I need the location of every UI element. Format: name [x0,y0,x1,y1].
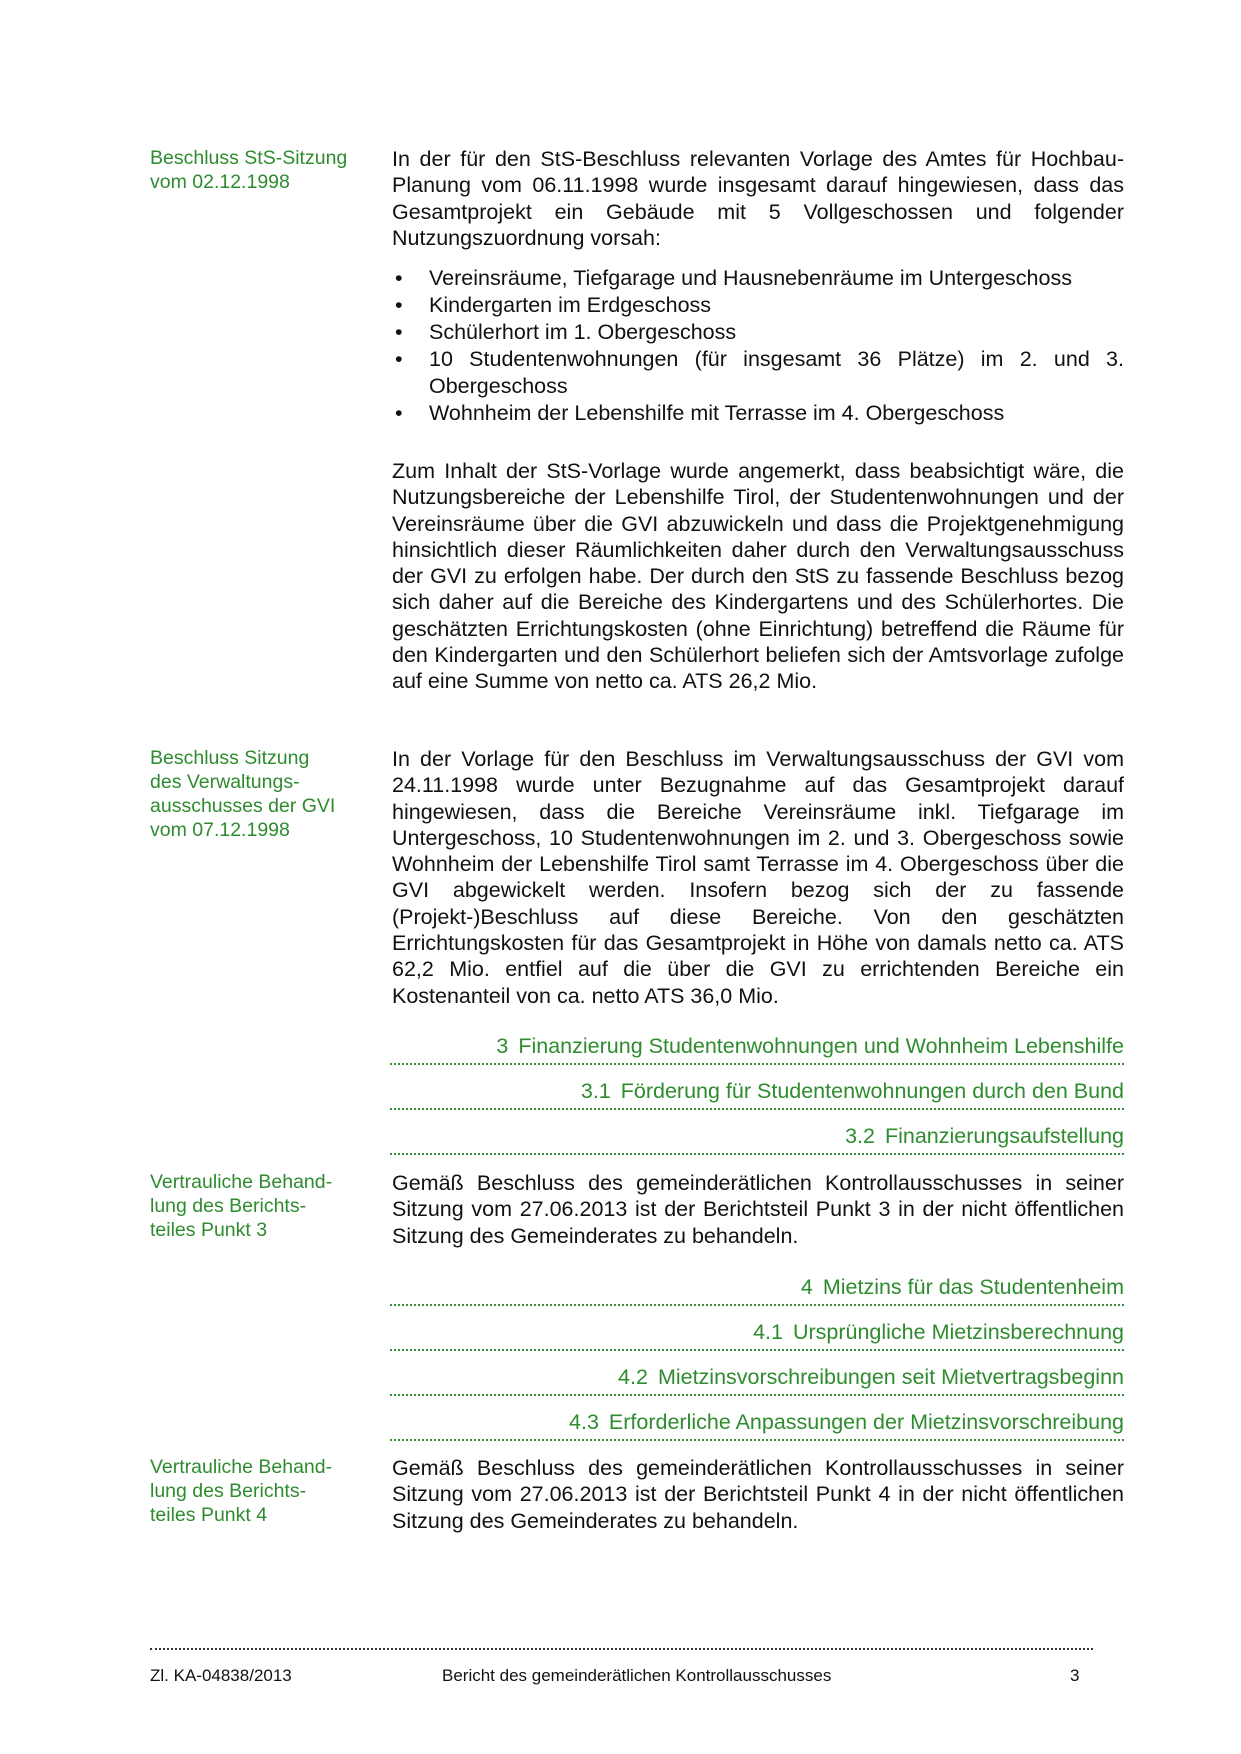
section-heading-4-1 [390,1317,1124,1351]
footer-divider [150,1648,1093,1650]
margin-note-line: lung des Berichts- [150,1480,307,1502]
footer-title: Bericht des gemeinderätlichen Kontrollausschusses [442,1666,832,1685]
paragraph-vertraulich-punkt-3 [392,1170,1124,1249]
list-item [392,319,1124,346]
paragraph-gvi-vorlage [392,746,1124,1009]
section-number: 3.1 [580,1079,611,1103]
paragraph-text: Gemäß Beschluss des gemeinderätlichen Kontrollausschusses in seiner Sitzung vom 27.06.2013 ist der Berichtsteil Punkt 4 in der nicht öffentlichen Sitzung des Gemeinderates zu behandeln. [392,1456,1124,1533]
margin-note-line: Vertrauliche Behand- [150,1171,333,1193]
paragraph-sts-vorlage [392,146,1124,251]
paragraph-text: Zum Inhalt der StS-Vorlage wurde angemerkt, dass beabsichtigt wäre, die Nutzungsbereiche der Lebenshilfe Tirol, der Studentenwohnungen und der Vereinsräume über die GVI abzuwickeln und dass die Projektgenehmigung hinsichtlich dieser Räumlichkeiten daher durch den Verwaltungsausschuss der GVI zu erfolgen habe. Der durch den StS zu fassende Beschluss bezog sich daher auf die Bereiche des Kindergartens und des Schülerhortes. Die geschätzten Errichtungskosten (ohne Einrichtung) betreffend die Räume für den Kindergarten und den Schülerhort beliefen sich der Amtsvorlage zufolge auf eine Summe von netto ca. ATS 26,2 Mio. [392,459,1124,694]
list-item-text: Kindergarten im Erdgeschoss [429,293,712,317]
section-number: 3.2 [845,1124,875,1148]
bullet-icon: • [395,266,403,290]
section-heading-3-2 [390,1121,1124,1155]
usage-list [392,265,1124,427]
paragraph-text: In der für den StS-Beschluss relevanten Vorlage des Amtes für Hochbau-Planung vom 06.11.1998 wurde insgesamt darauf hingewiesen, dass das Gesamtprojekt ein Gebäude mit 5 Vollgeschossen und folgender Nutzungszuordnung vorsah: [392,147,1124,250]
margin-note-line: des Verwaltungs- [150,771,300,793]
section-heading-4 [390,1272,1124,1306]
section-title: Finanzierungsaufstellung [884,1124,1124,1148]
list-item [392,292,1124,319]
margin-note-line: lung des Berichts- [150,1195,307,1217]
section-number: 4.2 [618,1365,648,1389]
section-title: Mietzinsvorschreibungen seit Mietvertragsbeginn [657,1365,1124,1389]
margin-note-verwaltungsausschuss [150,746,380,842]
list-item-text: 10 Studentenwohnungen (für insgesamt 36 Plätze) im 2. und 3. Obergeschoss [429,347,1124,398]
bullet-icon: • [395,347,403,371]
margin-note-line: Vertrauliche Behand- [150,1456,333,1478]
bullet-icon: • [395,293,403,317]
section-title: Mietzins für das Studentenheim [822,1275,1124,1299]
section-title: Erforderliche Anpassungen der Mietzinsvorschreibung [608,1410,1124,1434]
margin-note-line: teiles Punkt 3 [150,1219,268,1241]
margin-note-line: Beschluss Sitzung [150,747,310,769]
footer-reference: Zl. KA-04838/2013 [150,1666,292,1685]
margin-note-sts-sitzung [150,146,380,194]
paragraph-text: In der Vorlage für den Beschluss im Verwaltungsausschuss der GVI vom 24.11.1998 wurde unter Bezugnahme auf das Gesamtprojekt darauf hingewiesen, dass die Bereiche Vereinsräume inkl. Tiefgarage im Untergeschoss, 10 Studentenwohnungen im 2. und 3. Obergeschoss sowie Wohnheim der Lebenshilfe Tirol samt Terrasse im 4. Obergeschoss über die GVI abgewickelt werden. Insofern bezog sich der zu fassende (Projekt-)Beschluss auf diese Bereiche. Von den geschätzten Errichtungskosten für das Gesamtprojekt in Höhe von damals netto ca. ATS 62,2 Mio. entfiel auf die über die GVI zu errichtenden Bereiche ein Kostenanteil von ca. netto ATS 36,0 Mio. [392,747,1124,1008]
section-heading-4-3 [390,1407,1124,1441]
section-title: Ursprüngliche Mietzinsberechnung [792,1320,1124,1344]
section-number: 3 [496,1034,509,1058]
section-title: Finanzierung Studentenwohnungen und Wohnheim Lebenshilfe [518,1034,1124,1058]
margin-note-line: teiles Punkt 4 [150,1504,268,1526]
list-item-text: Wohnheim der Lebenshilfe mit Terrasse im 4. Obergeschoss [429,401,1005,425]
list-item [392,346,1124,400]
list-item [392,265,1124,292]
bullet-icon: • [395,320,403,344]
list-item [392,400,1124,427]
list-item-text: Schülerhort im 1. Obergeschoss [429,320,737,344]
section-number: 4 [800,1275,813,1299]
footer-page-number: 3 [1070,1666,1080,1685]
margin-note-vertraulich-punkt-4 [150,1455,380,1527]
margin-note-line: Beschluss StS-Sitzung [150,147,348,169]
margin-note-line: vom 07.12.1998 [150,819,290,841]
list-item-text: Vereinsräume, Tiefgarage und Hausnebenräume im Untergeschoss [429,266,1072,290]
margin-note-vertraulich-punkt-3 [150,1170,380,1242]
margin-note-line: vom 02.12.1998 [150,171,290,193]
paragraph-vertraulich-punkt-4 [392,1455,1124,1534]
section-heading-4-2 [390,1362,1124,1396]
section-heading-3 [390,1031,1124,1065]
section-number: 4.1 [753,1320,783,1344]
paragraph-text: Gemäß Beschluss des gemeinderätlichen Kontrollausschusses in seiner Sitzung vom 27.06.2013 ist der Berichtsteil Punkt 3 in der nicht öffentlichen Sitzung des Gemeinderates zu behandeln. [392,1171,1124,1248]
section-heading-3-1 [390,1076,1124,1110]
section-number: 4.3 [569,1410,599,1434]
margin-note-line: ausschusses der GVI [150,795,336,817]
paragraph-sts-inhalt [392,458,1124,695]
bullet-icon: • [395,401,403,425]
section-title: Förderung für Studentenwohnungen durch den Bund [620,1079,1124,1103]
